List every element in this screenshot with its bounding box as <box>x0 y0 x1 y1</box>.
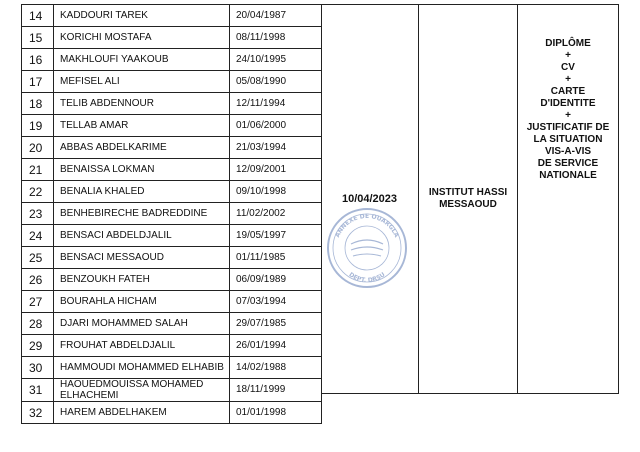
candidate-name: BENSACI ABDELDJALIL <box>54 225 230 247</box>
table-row <box>22 402 322 424</box>
required-document: JUSTIFICATIF DE <box>526 122 610 133</box>
table-row <box>22 49 322 71</box>
required-document: DIPLÔME <box>545 38 591 49</box>
table-row <box>22 71 322 93</box>
row-number: 21 <box>22 159 54 181</box>
candidate-name: MAKHLOUFI YAAKOUB <box>54 49 230 71</box>
table-row <box>22 269 322 291</box>
candidate-list-page <box>21 4 619 420</box>
stamp-text-top: ANNEXE DE OUARGLA <box>334 212 400 239</box>
candidate-name: FROUHAT ABDELDJALIL <box>54 335 230 357</box>
svg-text:DEPT. DRSU <box>347 271 386 284</box>
candidate-table <box>21 4 322 424</box>
row-number: 18 <box>22 93 54 115</box>
table-row <box>22 357 322 379</box>
session-date-cell <box>321 4 419 394</box>
row-number: 26 <box>22 269 54 291</box>
birth-date: 19/05/1997 <box>230 225 322 247</box>
table-row <box>22 379 322 402</box>
table-row <box>22 291 322 313</box>
table-row <box>22 335 322 357</box>
row-number: 15 <box>22 27 54 49</box>
required-document: LA SITUATION <box>533 134 603 145</box>
table-row <box>22 115 322 137</box>
plus-separator: + <box>565 50 571 61</box>
table-row <box>22 313 322 335</box>
birth-date: 21/03/1994 <box>230 137 322 159</box>
birth-date: 07/03/1994 <box>230 291 322 313</box>
table-row <box>22 93 322 115</box>
row-number: 22 <box>22 181 54 203</box>
required-document: VIS-A-VIS <box>544 146 592 157</box>
table-row <box>22 27 322 49</box>
birth-date: 29/07/1985 <box>230 313 322 335</box>
row-number: 23 <box>22 203 54 225</box>
candidate-name: HAREM ABDELHAKEM <box>54 402 230 424</box>
location-cell <box>419 4 518 394</box>
stamp-text-bottom: DEPT. DRSU <box>347 271 387 285</box>
required-document: NATIONALE <box>539 170 597 181</box>
row-number: 31 <box>22 379 54 402</box>
row-number: 16 <box>22 49 54 71</box>
table-row <box>22 247 322 269</box>
official-stamp <box>325 206 409 290</box>
birth-date: 26/01/1994 <box>230 335 322 357</box>
row-number: 17 <box>22 71 54 93</box>
birth-date: 09/10/1998 <box>230 181 322 203</box>
required-document: DE SERVICE <box>537 158 599 169</box>
birth-date: 06/09/1989 <box>230 269 322 291</box>
row-number: 32 <box>22 402 54 424</box>
table-row <box>22 5 322 27</box>
birth-date: 14/02/1988 <box>230 357 322 379</box>
location-line: INSTITUT HASSI <box>428 187 508 198</box>
candidate-name: KADDOURI TAREK <box>54 5 230 27</box>
candidate-name: TELLAB AMAR <box>54 115 230 137</box>
candidate-name: BENALIA KHALED <box>54 181 230 203</box>
candidate-name: BENHEBIRECHE BADREDDINE <box>54 203 230 225</box>
table-row <box>22 137 322 159</box>
session-date: 10/04/2023 <box>341 193 398 205</box>
required-documents-cell <box>518 4 619 394</box>
required-document: CV <box>561 62 575 73</box>
row-number: 27 <box>22 291 54 313</box>
table-row <box>22 181 322 203</box>
row-number: 14 <box>22 5 54 27</box>
row-number: 24 <box>22 225 54 247</box>
table-row <box>22 159 322 181</box>
candidate-name: HAMMOUDI MOHAMMED ELHABIB <box>54 357 230 379</box>
candidate-name: ABBAS ABDELKARIME <box>54 137 230 159</box>
birth-date: 18/11/1999 <box>230 379 322 402</box>
table-row <box>22 203 322 225</box>
candidate-name: TELIB ABDENNOUR <box>54 93 230 115</box>
required-document: CARTE <box>550 86 586 97</box>
candidate-name: BENSACI MESSAOUD <box>54 247 230 269</box>
row-number: 28 <box>22 313 54 335</box>
candidate-name: KORICHI MOSTAFA <box>54 27 230 49</box>
table-row <box>22 225 322 247</box>
birth-date: 01/11/1985 <box>230 247 322 269</box>
row-number: 30 <box>22 357 54 379</box>
required-document: D'IDENTITE <box>540 98 596 109</box>
plus-separator: + <box>565 74 571 85</box>
birth-date: 01/01/1998 <box>230 402 322 424</box>
candidate-name: BENZOUKH FATEH <box>54 269 230 291</box>
candidate-name: BENAISSA LOKMAN <box>54 159 230 181</box>
row-number: 29 <box>22 335 54 357</box>
birth-date: 12/11/1994 <box>230 93 322 115</box>
birth-date: 12/09/2001 <box>230 159 322 181</box>
candidate-name: DJARI MOHAMMED SALAH <box>54 313 230 335</box>
candidate-name: HAOUEDMOUISSA MOHAMED ELHACHEMI <box>54 379 230 402</box>
birth-date: 05/08/1990 <box>230 71 322 93</box>
location-line: MESSAOUD <box>439 199 497 210</box>
birth-date: 01/06/2000 <box>230 115 322 137</box>
candidate-name: BOURAHLA HICHAM <box>54 291 230 313</box>
row-number: 19 <box>22 115 54 137</box>
candidate-name: MEFISEL ALI <box>54 71 230 93</box>
row-number: 20 <box>22 137 54 159</box>
plus-separator: + <box>565 110 571 121</box>
birth-date: 08/11/1998 <box>230 27 322 49</box>
birth-date: 20/04/1987 <box>230 5 322 27</box>
row-number: 25 <box>22 247 54 269</box>
birth-date: 11/02/2002 <box>230 203 322 225</box>
birth-date: 24/10/1995 <box>230 49 322 71</box>
